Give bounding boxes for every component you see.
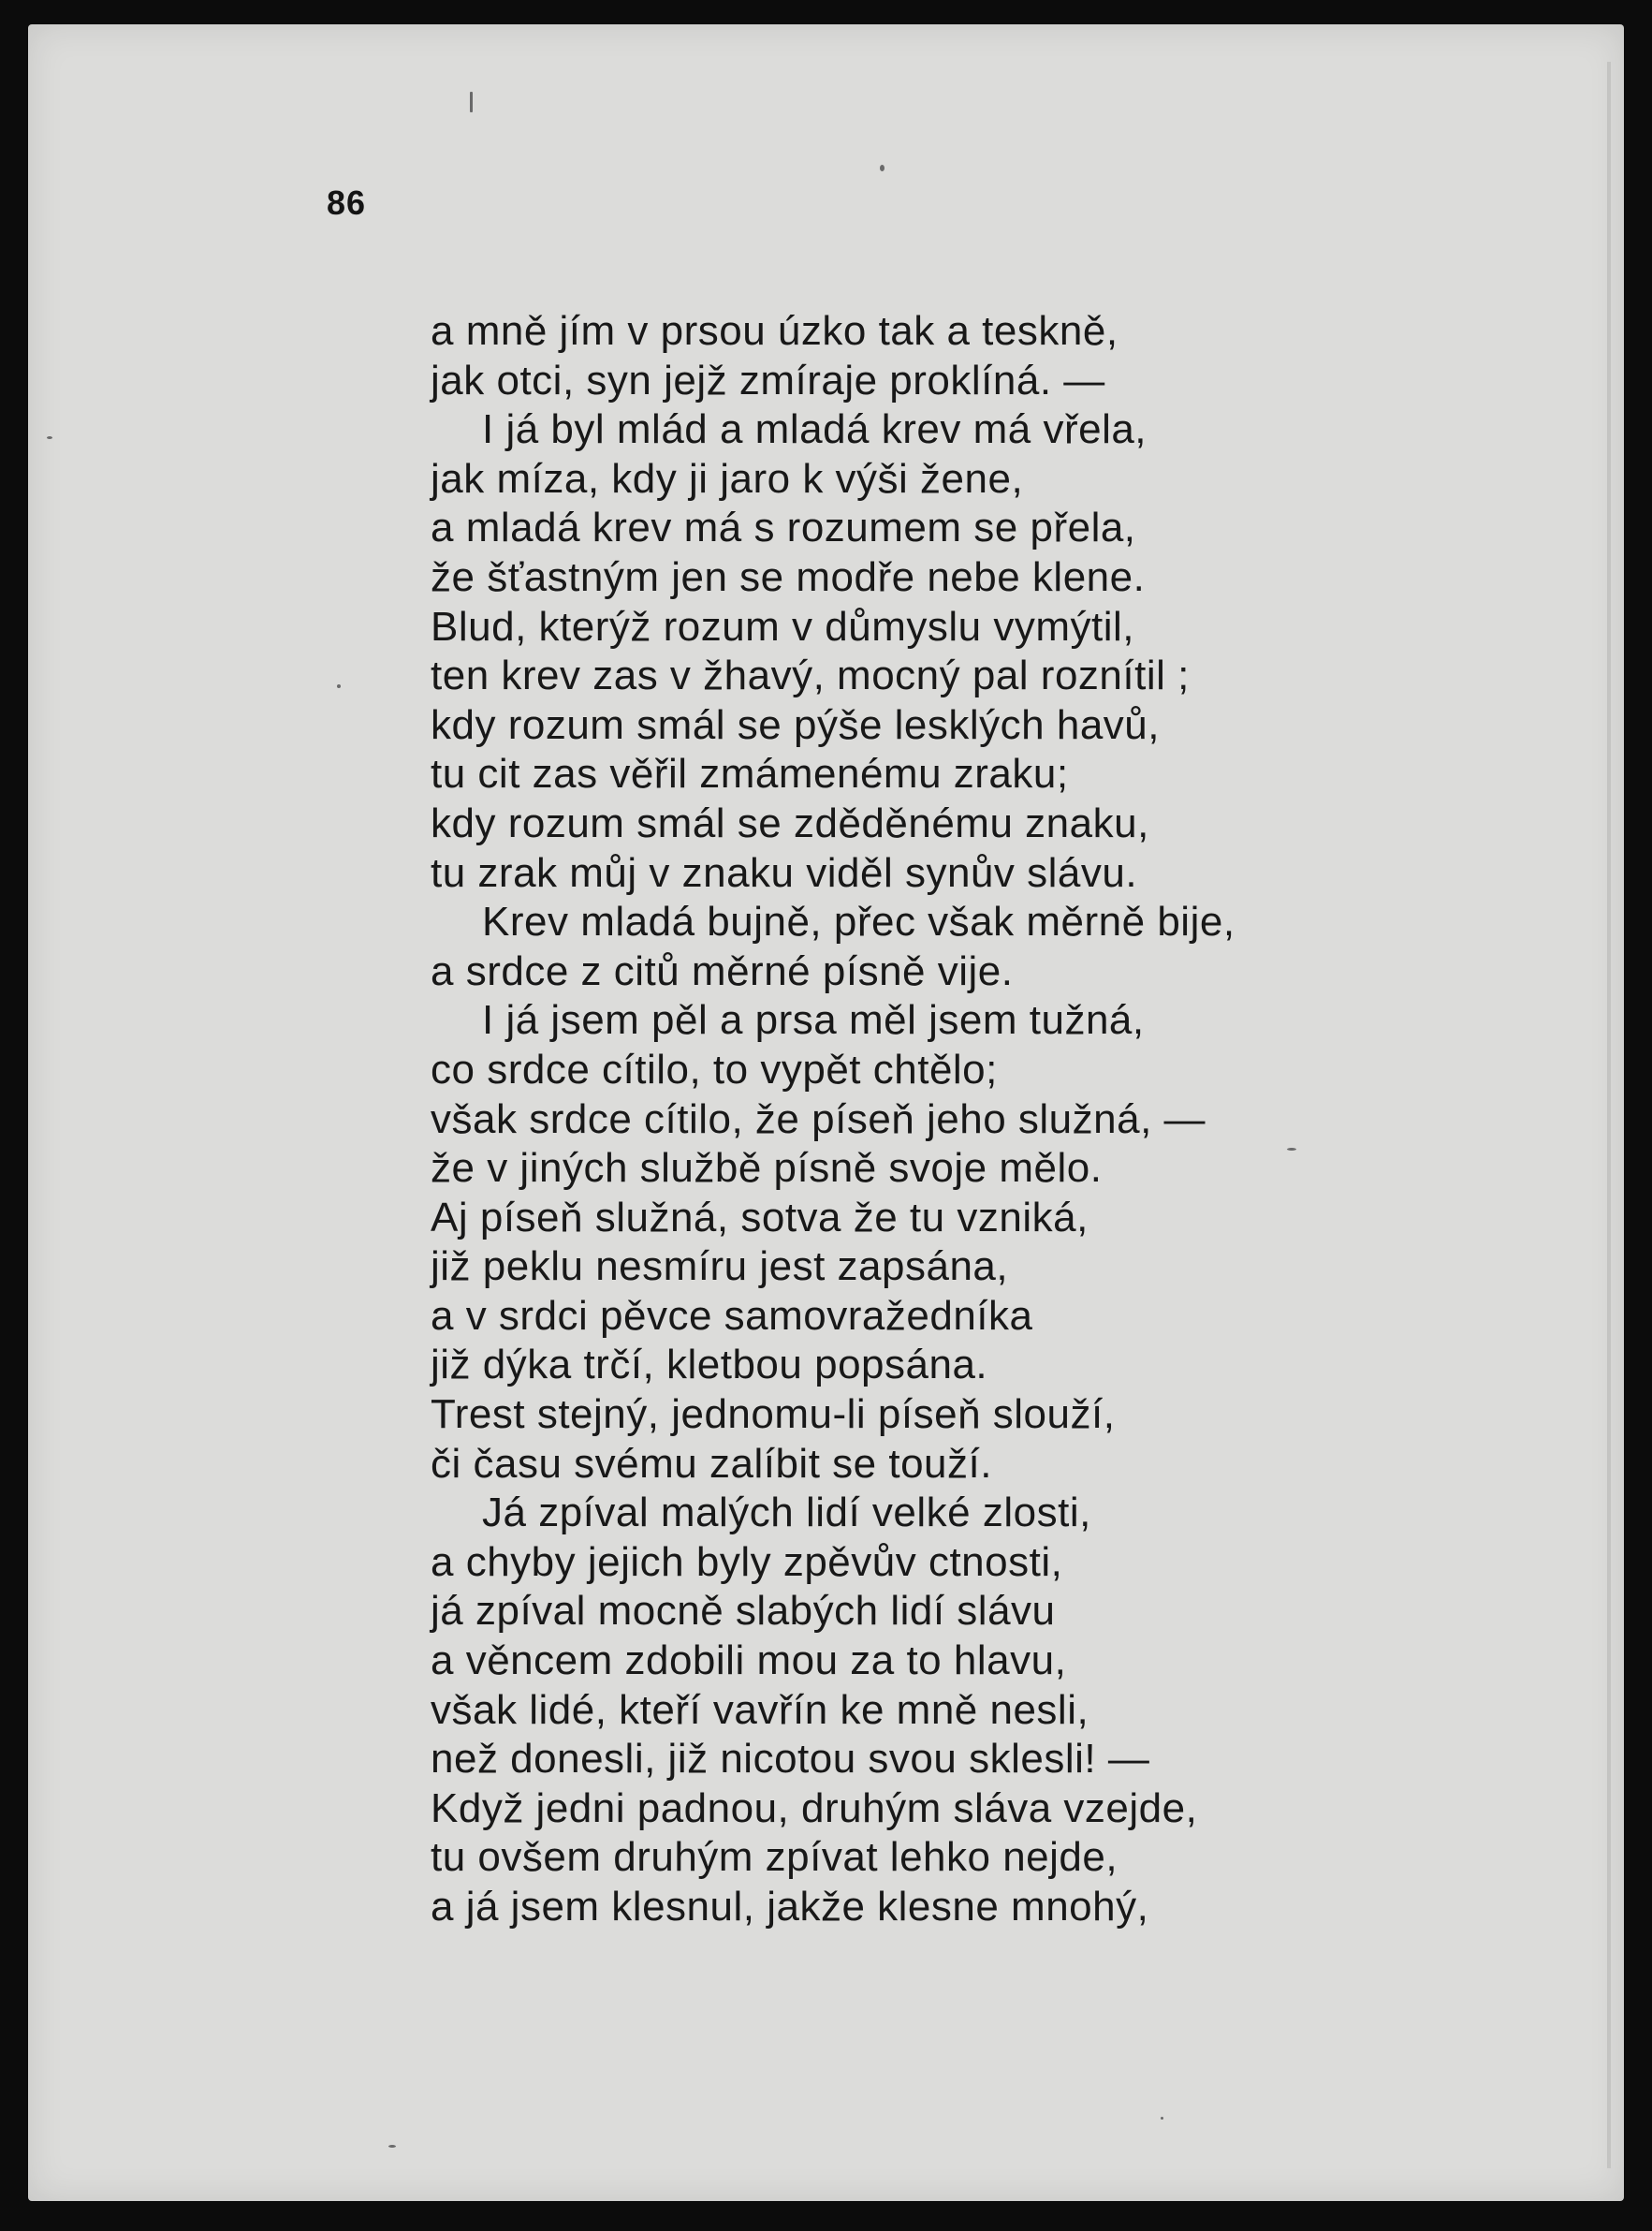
poem-line: než donesli, již nicotou svou sklesli! — — [431, 1736, 1150, 1783]
poem-line: tu ovšem druhým zpívat lehko nejde, — [431, 1834, 1118, 1881]
poem-line: však lidé, kteří vavřín ke mně nesli, — [431, 1686, 1089, 1733]
poem-line: co srdce cítilo, to vypět chtělo; — [431, 1046, 998, 1093]
poem-line: Když jedni padnou, druhým sláva vzejde, — [431, 1784, 1198, 1831]
poem-line: kdy rozum smál se pýše lesklých havů, — [431, 701, 1161, 748]
page-number: 86 — [327, 183, 367, 222]
poem-line: či času svému zalíbit se touží. — [431, 1440, 992, 1487]
poem-line: jak míza, kdy ji jaro k výši žene, — [431, 455, 1024, 502]
scan-speck — [1161, 2117, 1163, 2120]
poem-line: Blud, kterýž rozum v důmyslu vymýtil, — [431, 603, 1134, 650]
poem-line: a srdce z citů měrné písně vije. — [431, 947, 1014, 994]
poem-line: Aj píseň služná, sotva že tu vzniká, — [431, 1194, 1089, 1240]
poem-line: a mladá krev má s rozumem se přela, — [431, 505, 1136, 551]
poem-line: a věncem zdobili mou za to hlavu, — [431, 1637, 1067, 1684]
poem-line: Trest stejný, jednomu-li píseň slouží, — [431, 1391, 1116, 1438]
poem-line: jak otci, syn jejž zmíraje proklíná. — — [431, 357, 1105, 404]
poem-line: I já byl mlád a mladá krev má vřela, — [482, 406, 1148, 453]
poem-line: již peklu nesmíru jest zapsána, — [431, 1243, 1009, 1290]
poem-line: kdy rozum smál se zděděnému znaku, — [431, 800, 1149, 846]
poem-line: a v srdci pěvce samovražedníka — [431, 1292, 1033, 1339]
poem-line: a mně jím v prsou úzko tak a teskně, — [431, 308, 1118, 354]
scan-speck — [337, 684, 341, 688]
scan-speck — [47, 436, 52, 439]
scan-speck — [388, 2145, 396, 2148]
poem-line: Krev mladá bujně, přec však měrně bije, — [482, 899, 1235, 946]
poem-line: již dýka trčí, kletbou popsána. — [431, 1342, 988, 1388]
poem-line: a chyby jejich byly zpěvův ctnosti, — [431, 1538, 1063, 1585]
poem-line: tu zrak můj v znaku viděl synův slávu. — [431, 849, 1138, 896]
poem-text — [431, 307, 1498, 1932]
page-edge-shadow — [1607, 62, 1611, 2168]
poem-line: I já jsem pěl a prsa měl jsem tužná, — [482, 997, 1145, 1044]
poem-line: a já jsem klesnul, jakže klesne mnohý, — [431, 1884, 1149, 1930]
poem-line: že šťastným jen se modře nebe klene. — [431, 553, 1146, 600]
book-page — [28, 24, 1624, 2201]
poem-line: tu cit zas věřil zmámenému zraku; — [431, 751, 1069, 798]
poem-line: ten krev zas v žhavý, mocný pal roznítil ; — [431, 653, 1190, 699]
scan-speck — [880, 165, 884, 171]
poem-line: já zpíval mocně slabých lidí slávu — [431, 1588, 1056, 1635]
poem-line: že v jiných službě písně svoje mělo. — [431, 1145, 1103, 1192]
scan-speck — [470, 92, 473, 112]
poem-line: však srdce cítilo, že píseň jeho služná, — — [431, 1095, 1206, 1142]
poem-line: Já zpíval malých lidí velké zlosti, — [482, 1490, 1091, 1536]
